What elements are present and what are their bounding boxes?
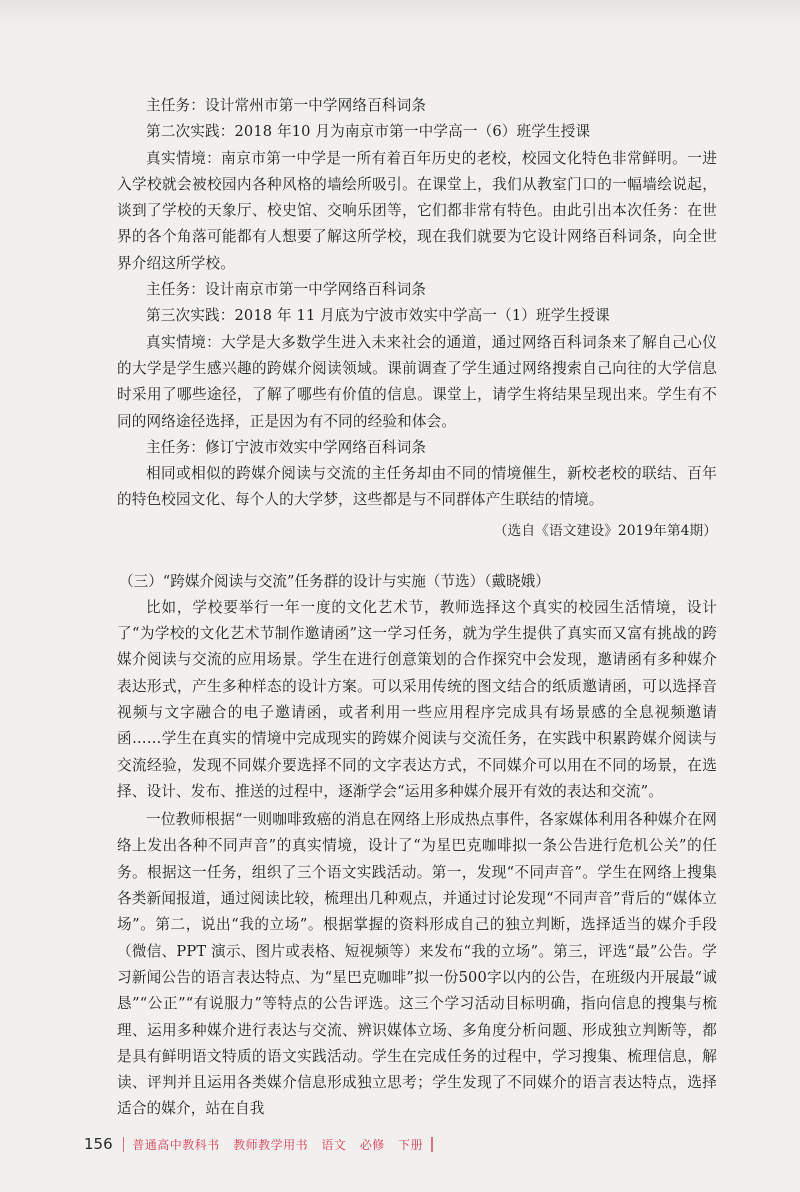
page-number: 156 <box>84 1135 113 1153</box>
practice-two-heading: 第二次实践：2018 年10 月为南京市第一中学高一（6）班学生授课 <box>146 123 591 141</box>
footer-subject: 语文 <box>321 1137 347 1152</box>
task-line-nanjing: 主任务：设计南京市第一中学网络百科词条 <box>146 281 427 299</box>
footer-course: 必修 <box>359 1137 385 1152</box>
section-paragraph: 比如，学校要举行一年一度的文化艺术节，教师选择这个真实的校园生活情境，设计了“为学校的文化艺术节制作邀请函”这一学习任务，就为学生提供了真实而又富有挑战的跨媒介阅读与交流的应用场景。学生在进行创意策划的合作探究中会发现，邀请函有多种媒介表达形式，产生多种样态的设计方案。可以采用传统的图文结合的纸质邀请函，可以选择音视频与文字融合的电子邀请函，或者利用一些应用程序完成具有场景感的全息视频邀请函……学生在真实的情境中完成现实的跨媒介阅读与交流任务，在实践中积累跨媒介阅读与交流经验，发现不同媒介要选择不同的文字表达方式，不同媒介可以用在不同的场景，在选择、设计、发布、推送的过程中，逐渐学会“运用多种媒介展开有效的表达和交流”。 <box>117 598 717 800</box>
scenario-ningbo: 真实情境：大学是大多数学生进入未来社会的通道，通过网络百科词条来了解自己心仪的大学是学生感兴趣的跨媒介阅读领域。课前调查了学生通过网络搜索自己向往的大学信息时采用了哪些途径，了解了哪些有价值的信息。课堂上，请学生将结果呈现出来。学生有不同的网络途径选择，正是因为有不同的经验和体会。 <box>117 333 717 430</box>
footer-book-title <box>132 1136 423 1153</box>
summary-paragraph: 相同或相似的跨媒介阅读与交流的主任务却由不同的情境催生，新校老校的联结、百年的特色校园文化、每个人的大学梦，这些都是与不同群体产生联结的情境。 <box>117 465 717 509</box>
main-text <box>117 93 717 1123</box>
footer-volume: 下册 <box>398 1137 424 1152</box>
source-citation: （选自《语文建设》2019年第4期） <box>493 522 717 539</box>
scenario-nanjing: 真实情境：南京市第一中学是一所有着百年历史的老校，校园文化特色非常鲜明。一进入学校就会被校园内各种风格的墙绘所吸引。在课堂上，我们从教室门口的一幅墙绘说起，谈到了学校的天象厅、校史馆、交响乐团等，它们都非常有特色。由此引出本次任务：在世界的各个角落可能都有人想要了解这所学校，现在我们就要为它设计网络百科词条，向全世界介绍这所学校。 <box>117 149 717 272</box>
task-line-ningbo: 主任务：修订宁波市效实中学网络百科词条 <box>146 438 427 456</box>
section-paragraph: 一位教师根据“一则咖啡致癌的消息在网络上形成热点事件，各家媒体利用各种媒介在网络上发出各种不同声音”的真实情境，设计了“为星巴克咖啡拟一条公告进行危机公关”的任务。根据这一任务，组织了三个语文实践活动。第一，发现“不同声音”。学生在网络上搜集各类新闻报道，通过阅读比较，梳理出几种观点，并通过讨论发现“不同声音”背后的“媒体立场”。第二，说出“我的立场”。根据掌握的资料形成自己的独立判断，选择适当的媒介手段（微信、PPT 演示、图片或表格、短视频等）来发布“我的立场”。第三，评选“最”公告。学习新闻公告的语言表达特点、为“星巴克咖啡”拟一份500字以内的公告，在班级内开展最“诚恳”“公正”“有说服力”等特点的公告评选。这三个学习活动目标明确，指向信息的搜集与梳理、运用多种媒介进行表达与交流、辨识媒体立场、多角度分析问题、形成独立判断等，都是具有鲜明语文特质的语文实践活动。学生在完成任务的过程中，学习搜集、梳理信息，解读、评判并且运用各类媒介信息形成独立思考；学生发现了不同媒介的语言表达特点，选择适合的媒介，站在自我 <box>117 811 717 1118</box>
page-top-shadow <box>0 0 800 26</box>
section-title: （三）“跨媒介阅读与交流”任务群的设计与实施（节选）（戴晓娥） <box>119 572 550 590</box>
footer-teacher-book: 教师教学用书 <box>233 1137 309 1152</box>
practice-three-heading: 第三次实践：2018 年 11 月底为宁波市效实中学高一（1）班学生授课 <box>146 307 610 325</box>
page-footer <box>84 1133 433 1155</box>
task-line-changzhou: 主任务：设计常州市第一中学网络百科词条 <box>146 97 427 114</box>
footer-series: 普通高中教科书 <box>132 1137 220 1152</box>
footer-divider-end <box>431 1137 433 1152</box>
footer-divider <box>123 1137 125 1152</box>
